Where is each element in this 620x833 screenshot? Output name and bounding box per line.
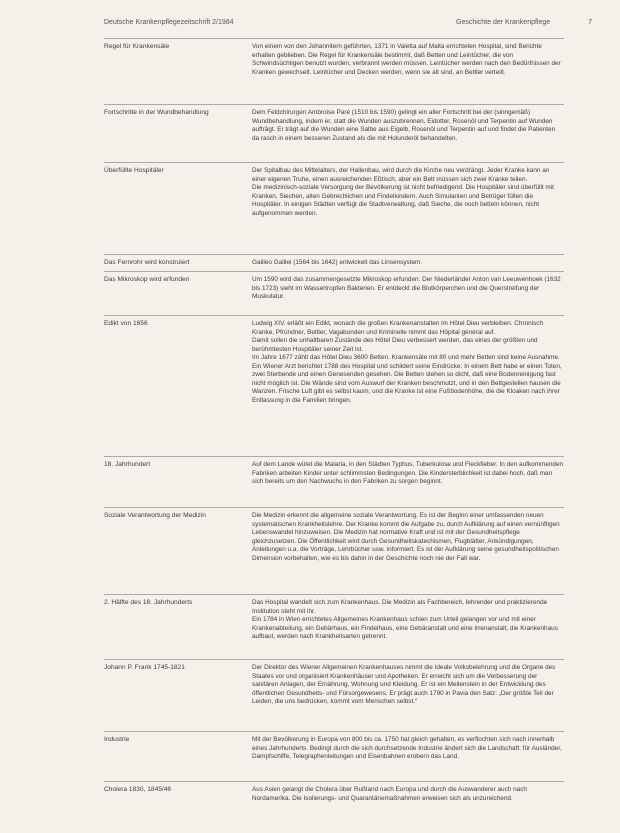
row-term: 2. Hälfte des 18. Jahrhunderts [104,599,193,606]
row-description: Von einem von den Johannitern geführten, 1371 in Valetta auf Malta errichteten Hospital, sind Berichte erhalten geblieben. Die Regel für Krankensäle bestimmt, daß Betten und Leintücher, die von Schwindsüchtigen benutzt wurden, verbrannt werden müssen. Leintücher werden nach den Bedürfnissen der Kranken gewechselt. Leintücher und Decken werden, wenn sie alt sind, an Bettler verteilt. [252,43,561,76]
row-term: Das Mikroskop wird erfunden [104,276,190,283]
table-row [104,731,564,781]
table-row [104,659,564,731]
row-description: Galileo Galilei (1564 bis 1642) entwickelt das Linsensystem. [252,259,423,266]
row-term: Edikt von 1656 [104,320,148,327]
table-row [104,254,564,271]
row-description: Die Medizin erkennt die allgemeine soziale Verantwortung. Es ist der Beginn einer umfassenden neuen systematischen Krankheitslehre. Der Kranke kommt die Aufgabe zu, durch Aufklärung auf einen vernünftigen Lebenswandel hinzuweisen. Die Medizin hat normative Kraft und ist mit der Gesundheitspflege gleichzusetzen. Die Öffentlichkeit wird durch Gesundheitskatechismen, Flugblätter, Ankündigungen, Anleitungen u.a. die Vorträge, Lehrbücher usw. informiert. Es ist der Aufklärung seine gesundheitspolitischen Dimension vorbehalten, wie es bis dahin in der Geschichte noch nie der Fall war. [252,512,560,562]
row-term: Regel für Krankensäle [104,43,170,50]
table-row [104,781,564,811]
table-row [104,104,564,162]
row-term: Johann P. Frank 1745-1821 [104,664,185,671]
row-description: Aus Asien gelangt die Cholera über Rußland nach Europa und durch die Auswanderer auch nach Nordamerika. Die Isolierungs- und Quarantänemaßnahmen erweisen sich als unzureichend. [252,786,527,802]
table-row [104,315,564,456]
row-description: Um 1590 wird das zusammengesetzte Mikroskop erfunden. Der Niederländer Anton van Leeuwenhoek (1632 bis 1723) sieht im Wassertropfen Bakterien. Er entdeckt die Blutkörperchen und die Querstreifung der Muskulatur. [252,276,561,300]
row-description: Der Direktor des Wiener Allgemeinen Krankenhauses nimmt die Ideale Volksbelehrung und die Organe des Staates vor und organisiert Krankenhäuser und Apotheken. Er erreicht sich um die Verbesserung der sanitären Anlagen, der Ernährung, Wohnung und Kleidung. Er ist ein Meilenstein in der Entwicklung des öffentlichen Gesundheits- und Fürsorgewesens. Er prägt auch 1790 in Pavia den Satz: „Der größte Teil der Leiden, die uns bedrücken, kommt vom Menschen selbst.“ [252,664,556,705]
row-term: 18. Jahrhundert [104,461,151,468]
table-row [104,456,564,507]
row-description: Das Hospital wandelt sich zum Krankenhaus. Die Medizin als Fachbereich, lehrender und praktizierende Institution steht mit ihr. Ein 1784 in Wien errichtetes Allgemeines Krankenhaus schien zum Urteil gelangen vor und mit einer Krankenabteilung, ein Gebärhaus, ein Findelhaus, eine Gebäranstalt und eine Irrenanstalt, die Krankenhaus aufbaut, werden nach Krankheitsarten getrennt. [252,599,558,640]
row-term: Überfüllte Hospitäler [104,167,164,174]
page-number: 7 [588,19,592,26]
row-term: Industrie [104,736,130,743]
row-term: Das Fernrohr wird konstruiert [104,259,190,266]
page-header [104,19,592,31]
table-row [104,507,564,594]
row-term: Soziale Verantwortung der Medizin [104,512,206,519]
row-term: Cholera 1830, 1845/46 [104,786,172,793]
row-description: Ludwig XIV. erläßt ein Edikt, wonach die großen Krankenanstalten im Hôtel Dieu verbleiben. Chronisch Kranke, Pfründner, Bettler, Vagabunden und Kriminelle nimmt das Hôpital général auf. Damit sollen die unhaltbaren Zustände des Hôtel Dieu verbessert werden, das eines der größten und berühmtesten Hospitäler seiner Zeit ist. Im Jahre 1677 zählt das Hôtel Dieu 3600 Betten. Krankensäle mit 80 und mehr Betten sind keine Ausnahme. Ein Wiener Arzt berichtet 1788 des Hospital und schildert seine Eindrücke: In einem Bett habe er einen Toten, zwei Sterbende und einen Genesenden gesehen. Die Betten stehen so dicht, daß eine Bodenreinigung fast nicht möglich ist. Die Wände sind vom Auswurf der Kranken beschmutzt, und in den Bettgestellen hausen die Wanzen. Frische Luft gibt es selbst kaum, und die Kranke ist eine Fußbodenhöhe, die die Kloaken nach ihrer Entlassung in die Familien bringen. [252,320,562,404]
journal-title: Deutsche Krankenpflegezeitschrift 2/1984 [104,19,234,26]
table-row [104,271,564,315]
table-row [104,162,564,254]
row-term: Fortschritte in der Wundbehandlung [104,109,209,116]
section-title: Geschichte der Krankenpflege [456,19,551,26]
table-row [104,594,564,659]
row-description: Auf dem Lande wütet die Malaria, in den Städten Typhus, Tuberkulose und Fleckfieber. In den aufkommenden Fabriken arbeiten Kinder unter schlimmsten Bedingungen. Die Kindersterblichkeit ist dabei hoch, daß man sich bereits um den Nachwuchs in den Fabriken zu sorgen beginnt. [252,461,564,485]
table-row [104,38,564,104]
row-description: Mit der Bevölkerung in Europa von 800 bis ca. 1750 hat gleich gehalten, es verflochten sich nach innerhalb eines Jahrhunderts. Bedingt durch die sich durchsetzende Industrie ändert sich die Landschaft: für Ausländer, Dampfschiffe, Telegraphenleitungen und Eisenbahnen erobern das Land. [252,736,562,760]
row-description: Der Spitalbau des Mittelalters, der Hallenbau, wird durch die Kirche neu verdrängt. Jeder Kranke kann an einer eigenen Truhe, einen ausreichenden Eßtisch, aber ein Bett müssen sich zwei Kranke teilen. Die medizinisch-soziale Versorgung der Bevölkerung ist nicht befriedigend. Die Hospitäler sind überfüllt mit Kranken, Siechen, alten Gebrechlichen und Findelkindern. Auch Simulanten und Betrüger füllen die Hospitäler. In einigen Städten verfügt die Stadtverwaltung, daß Sieche, die noch betteln können, nicht aufgenommen werden. [252,167,554,217]
history-table [104,38,564,811]
row-description: Dem Feldchirurgen Ambroise Paré (1510 bis 1590) gelingt ein aller Fortschritt bei der (sinngemäß) Wundbehandlung, indem er, statt die Wunden auszubrennen, Eidotter, Rosenöl und Terpentin auf Wunden aufträgt. Er trägt auf die Wunden eine Salbe aus Eigelb, Rosenöl und Terpentin auf und findet die Patienten da rasch in einem besseren Zustand als die mit Holunderöl behandelten. [252,109,556,142]
